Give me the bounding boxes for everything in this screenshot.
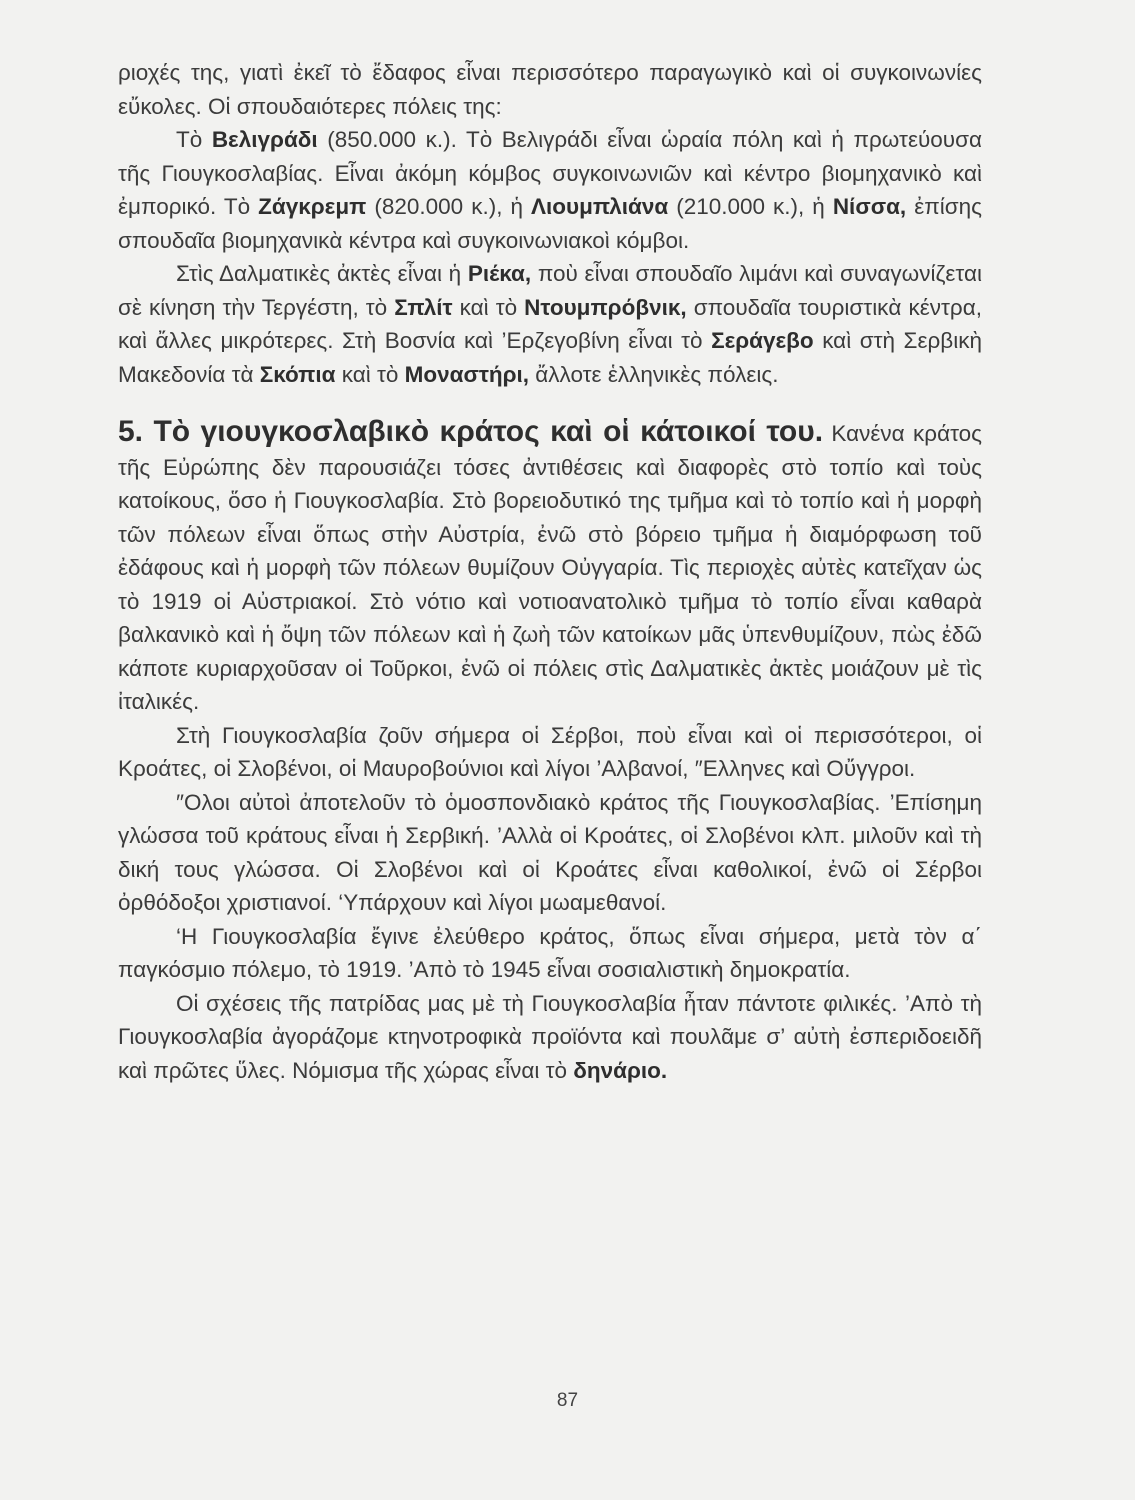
bold-term: Σπλίτ [394,294,453,320]
bold-term: Λιουμπλιάνα [530,194,669,219]
text-run: Κανένα κράτος τῆς Εὐρώπης δὲν παρουσιάζει τόσες ἀντιθέσεις καὶ διαφορὲς στὸ τοπίο καὶ τοὺς κατοίκους, ὅσο ἡ Γιουγκοσλαβία. Στὸ βορειοδυτικό της τμῆμα καὶ τὸ τοπίο καὶ ἡ μορφὴ τῶν πόλεων εἶναι ὅπως στὴν Αὐστρία, ἐνῶ στὸ βόρειο τμῆμα ἡ διαμόρφωση τοῦ ἐδάφους καὶ ἡ μορφὴ τῶν πόλεων θυμίζουν Οὐγγαρία. Τὶς περιοχὲς αὐτὲς κατεῖχαν ὡς τὸ 1919 οἱ Αὐστριακοί. Στὸ νότιο καὶ νοτιοανατολικὸ τμῆμα τὸ τοπίο εἶναι καθαρὰ βαλκανικὸ καὶ ἡ ὄψη τῶν πόλεων καὶ ἡ ζωὴ τῶν κατοίκων μᾶς ὑπενθυμίζουν, πὼς ἐδῶ κάποτε κυριαρχοῦσαν οἱ Τοῦρκοι, ἐνῶ οἱ πόλεις στὶς Δαλματικὲς ἀκτὲς μοιάζουν μὲ τὶς ἰταλικές. [118,421,982,714]
paragraph-peoples [118,719,982,786]
text-run: (820.000 κ.), ἡ [366,194,531,219]
bold-term: Σκόπια [259,361,336,387]
bold-term: δηνάριο. [573,1057,668,1083]
bold-term: Σεράγεβο [711,328,814,353]
text-run: Οἱ σχέσεις τῆς πατρίδας μας μὲ τὴ Γιουγκοσλαβία ἦταν πάντοτε φιλικές. ’Απὸ τὴ Γιουγκοσλαβία ἀγοράζομε κτηνοτροφικὰ προϊόντα καὶ πουλᾶμε σ’ αὐτὴ ἐσπεριδοειδῆ καὶ πρῶτες ὕλες. Νόμισμα τῆς χώρας εἶναι τὸ [118,990,982,1083]
paragraph-dalmatian-coast [118,257,982,391]
bold-term: Νίσσα, [832,194,907,219]
paragraph-relations [118,987,982,1088]
bold-term: Ντουμπρόβνικ, [524,294,687,320]
paragraph-cities-intro [118,56,982,123]
text-run: ποὺ εἶναι σπουδαῖο λιμάνι καὶ συναγωνίζεται σὲ κίνηση τὴν Τεργέστη, τὸ [118,261,983,320]
text-run: Τὸ [176,127,212,152]
bold-term: Ριέκα, [467,261,532,286]
text-run: ἄλλοτε ἑλληνικὲς πόλεις. [529,361,779,387]
text-run: ″Ολοι αὐτοὶ ἀποτελοῦν τὸ ὁμοσπονδιακὸ κράτος τῆς Γιουγκοσλαβίας. ’Επίσημη γλώσσα τοῦ κράτους εἶναι ἡ Σερβική. ’Αλλὰ οἱ Κροάτες, οἱ Σλοβένοι κλπ. μιλοῦν καὶ τὴ δική τους γλώσσα. Οἱ Σλοβένοι καὶ οἱ Κροάτες εἶναι καθολικοί, ἐνῶ οἱ Σέρβοι ὀρθόδοξοι χριστιανοί. ‘Υπάρχουν καὶ λίγοι μωαμεθανοί. [118,789,982,915]
text-run: ἐπίσης σπουδαῖα βιομηχανικὰ κέντρα καὶ συγκοινωνιακοὶ κόμβοι. [118,194,982,253]
body-text [118,56,982,1087]
bold-term: Ζάγκρεμπ [258,194,367,219]
bold-term: Βελιγράδι [211,127,318,152]
text-run: Στὴ Γιουγκοσλαβία ζοῦν σήμερα οἱ Σέρβοι, ποὺ εἶναι καὶ οἱ περισσότεροι, οἱ Κροάτες, οἱ Σλοβένοι, οἱ Μαυροβούνιοι καὶ λίγοι ’Αλβανοί, ″Ελληνες καὶ Οὔγγροι. [118,722,982,781]
paragraph-history [118,920,982,987]
text-run: καὶ τὸ [335,361,405,387]
paragraph-federal-state [118,786,982,920]
text-run: καὶ στὴ Σερβικὴ Μακεδονία τὰ [118,328,983,387]
bold-term: Μοναστήρι, [404,361,530,387]
section-heading: 5. Τὸ γιουγκοσλαβικὸ κράτος καὶ οἱ κάτοικοί του. [118,415,824,448]
text-run: (850.000 κ.). Τὸ Βελιγράδι εἶναι ὡραία πόλη καὶ ἡ πρωτεύουσα τῆς Γιουγκοσλαβίας. Εἶναι ἀκόμη κόμβος συγκοινωνιῶν καὶ κέντρο βιομηχανικὸ καὶ ἐμπορικό. Τὸ [118,127,982,219]
text-run: σπουδαῖα τουριστικὰ κέντρα, καὶ ἄλλες μικρότερες. Στὴ Βοσνία καὶ ’Ερζεγοβίνη εἶναι τὸ [118,294,982,353]
paragraph-main-cities [118,123,982,257]
paragraph-section-5 [118,415,982,719]
text-run: ‘Η Γιουγκοσλαβία ἔγινε ἐλεύθερο κράτος, ὅπως εἶναι σήμερα, μετὰ τὸν α΄ παγκόσμιο πόλεμο, τὸ 1919. ’Απὸ τὸ 1945 εἶναι σοσιαλιστικὴ δημοκρατία. [118,923,982,982]
text-run: καὶ τὸ [452,294,525,320]
page-number: 87 [556,1390,579,1411]
text-run: Στὶς Δαλματικὲς ἀκτὲς εἶναι ἡ [176,261,468,286]
text-run: ριοχές της, γιατὶ ἐκεῖ τὸ ἔδαφος εἶναι περισσότερο παραγωγικὸ καὶ οἱ συγκοινωνίες εὔκολες. Οἱ σπουδαιότερες πόλεις της: [118,60,982,119]
text-run: (210.000 κ.), ἡ [668,194,833,219]
